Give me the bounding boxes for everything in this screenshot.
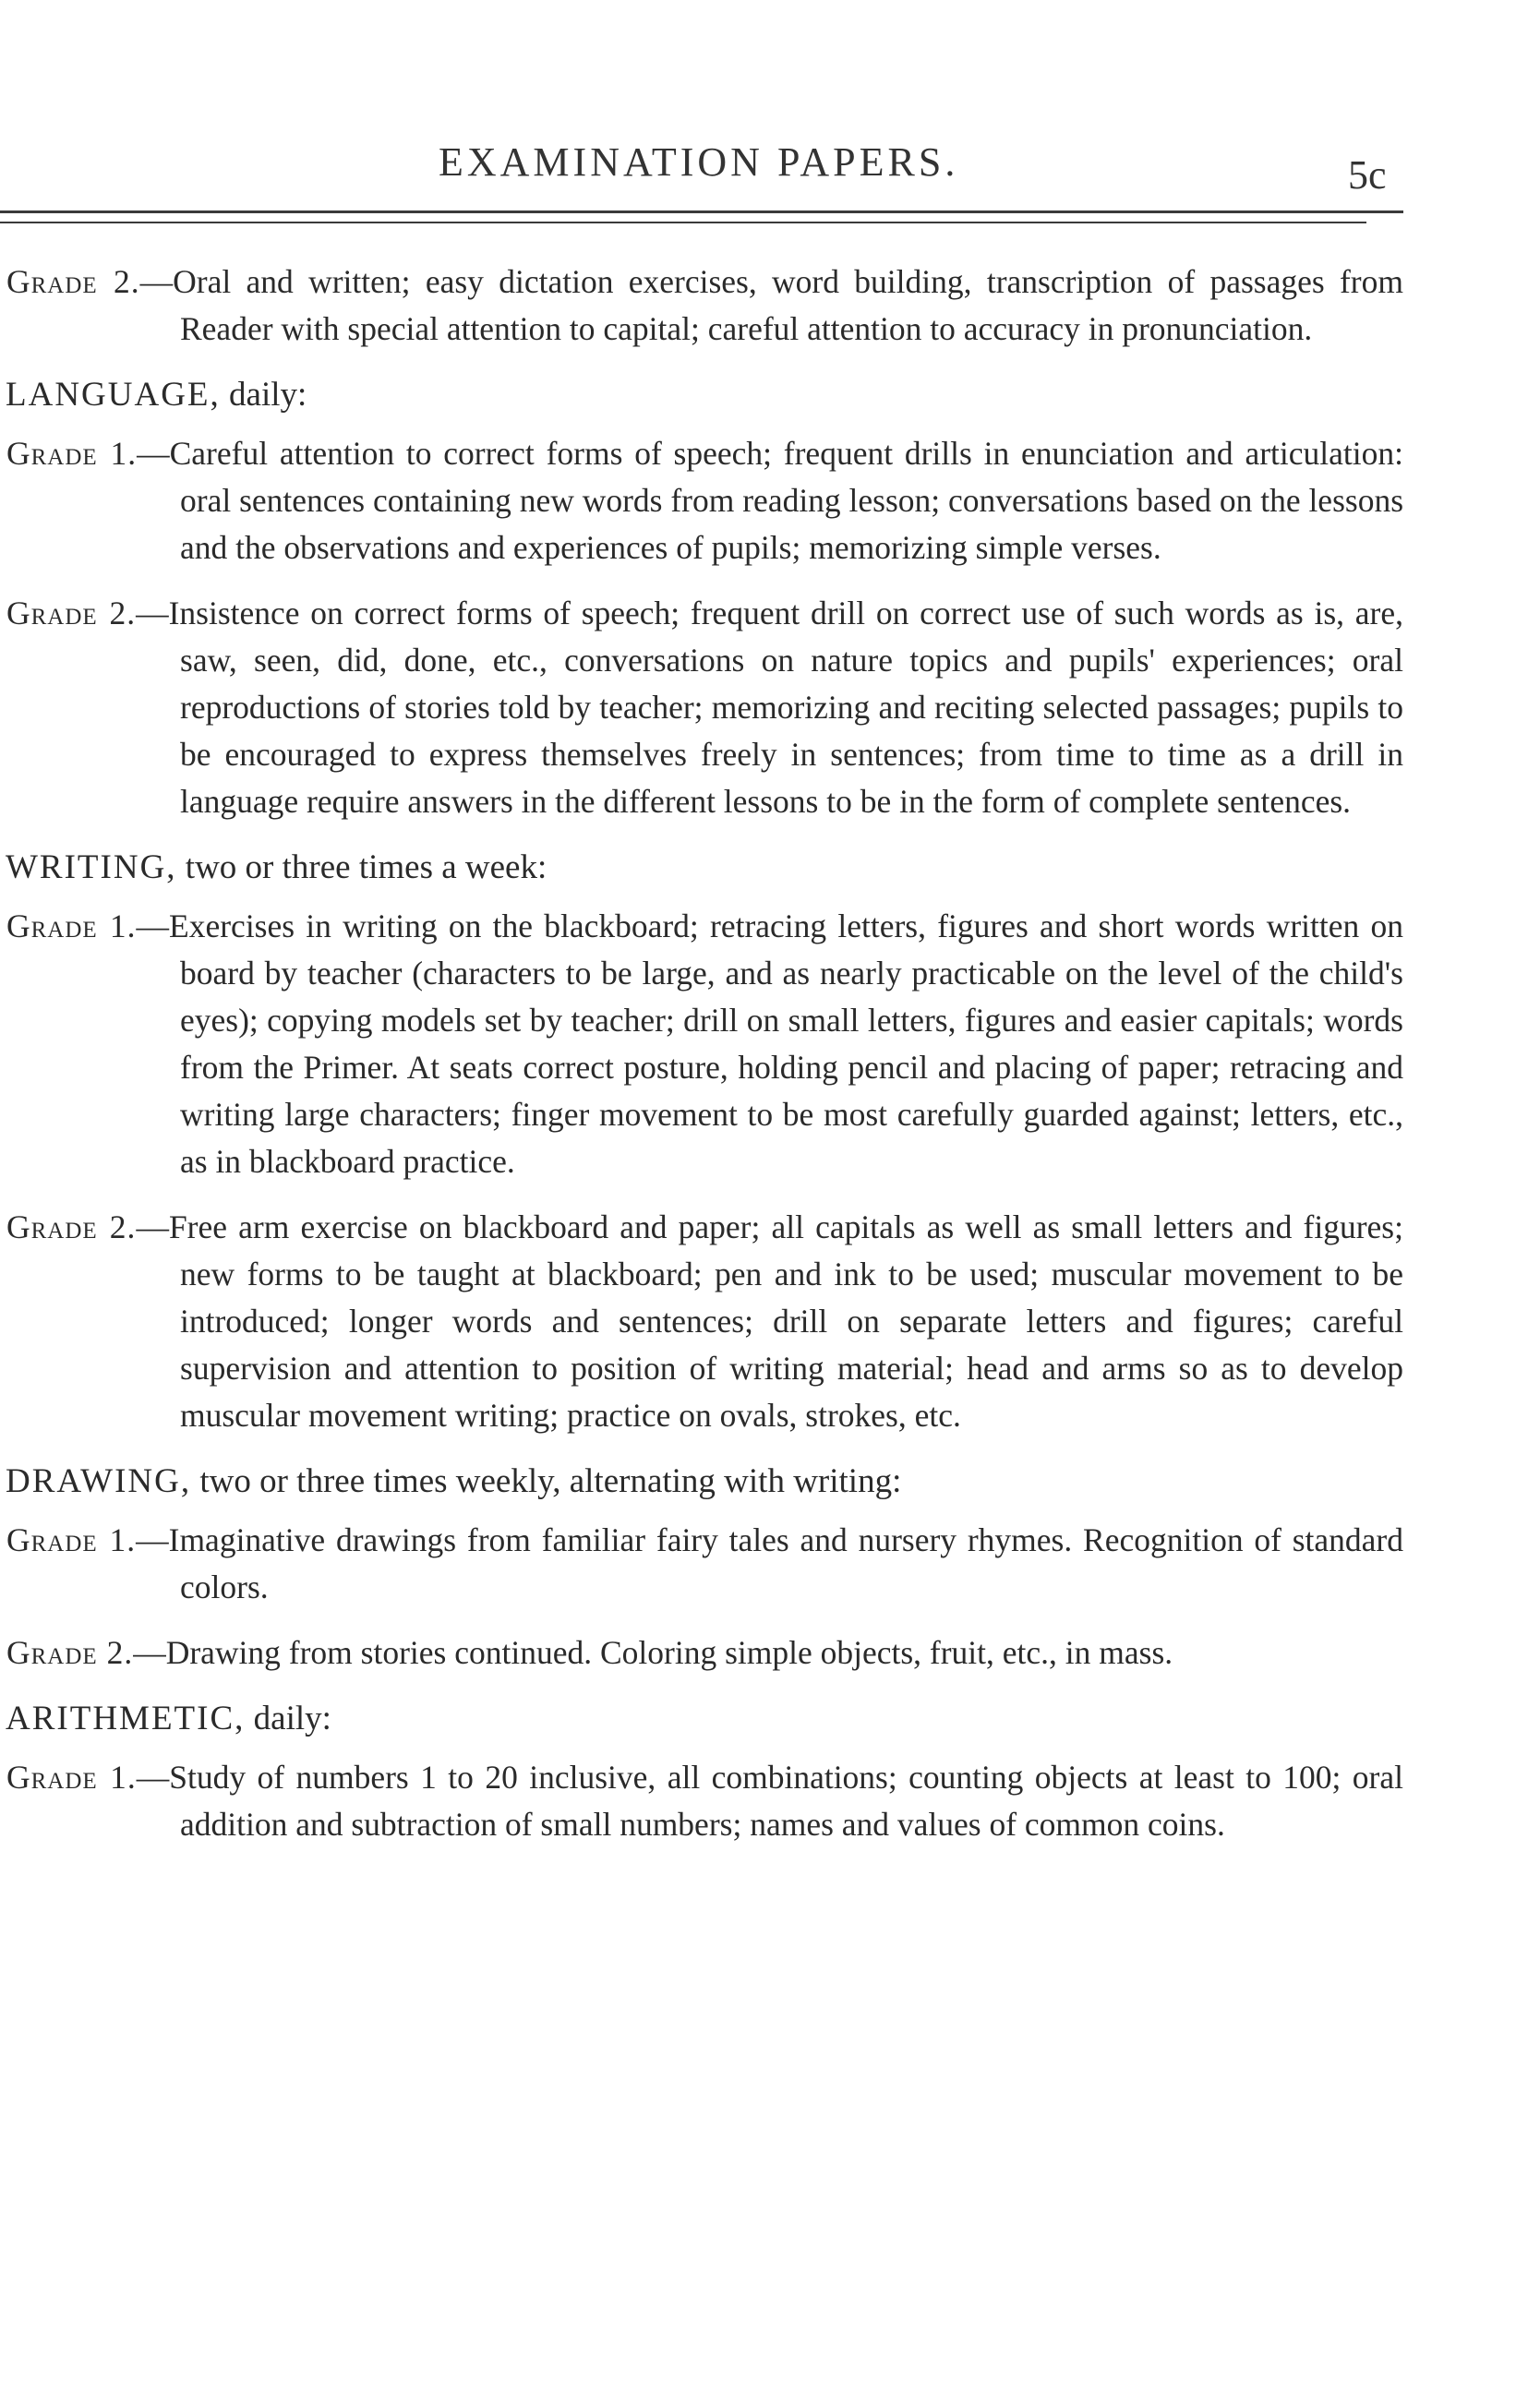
section-title: DRAWING, (6, 1462, 192, 1500)
header-rule-thin (0, 222, 1366, 223)
section-frequency: two or three times a week: (176, 848, 547, 886)
paragraph-text: —Insistence on correct forms of speech; frequent drill on correct use of such words as is, are, saw, seen, did, done, etc., conversations on nature topics and pupils' experiences; oral reproductions of stories told by teacher; memorizing and reciting selected passages; pupils to be encouraged to express themselves freely in sentences; from time to time as a drill in language require answers in the different lessons to be in the form of complete sentences. (136, 595, 1403, 820)
section-heading-language (0, 371, 1403, 419)
language-grade-2-paragraph (0, 590, 1403, 825)
grade-label: Grade 2. (6, 595, 137, 631)
grade-label: Grade 1. (6, 1759, 137, 1796)
section-frequency: two or three times weekly, alternating with writing: (191, 1462, 902, 1500)
paragraph-text: —Drawing from stories continued. Coloring simple objects, fruit, etc., in mass. (133, 1634, 1173, 1671)
section-heading-arithmetic (0, 1695, 1403, 1743)
running-title: EXAMINATION PAPERS. (439, 139, 959, 185)
paragraph-text: —Free arm exercise on blackboard and paper; all capitals as well as small letters and figures; new forms to be taught at blackboard; pen and ink to be used; muscular movement to be introduced; longer words and sentences; drill on separate letters and figures; careful supervision and attention to position of writing material; head and arms so as to develop muscular movement writing; practice on ovals, strokes, etc. (136, 1208, 1403, 1434)
arithmetic-grade-1-paragraph (0, 1754, 1403, 1848)
language-grade-1-paragraph (0, 430, 1403, 571)
writing-grade-1-paragraph (0, 903, 1403, 1185)
paragraph-text: —Oral and written; easy dictation exercises, word building, transcription of passages from Reader with special attention to capital; careful attention to accuracy in pronunciation. (139, 263, 1403, 347)
header-rule-thick (0, 210, 1403, 213)
section-heading-writing (0, 844, 1403, 892)
grade-label: Grade 1. (6, 435, 138, 472)
drawing-grade-2-paragraph (0, 1629, 1403, 1677)
grade-label: Grade 2. (6, 1208, 137, 1245)
grade-2-reading-paragraph (0, 258, 1403, 353)
grade-label: Grade 2. (6, 1634, 134, 1671)
paragraph-text: —Exercises in writing on the blackboard; retracing letters, figures and short words written on board by teacher (characters to be large, and as nearly practicable on the level of the child's eyes); copying models set by teacher; drill on small letters, figures and easier capitals; words from the Primer. At seats correct posture, holding pencil and placing of paper; retracing and writing large characters; finger movement to be most carefully guarded against; letters, etc., as in blackboard practice. (136, 908, 1403, 1180)
section-title: ARITHMETIC, (6, 1700, 246, 1737)
paragraph-text: —Study of numbers 1 to 20 inclusive, all combinations; counting objects at least to 100; oral addition and subtraction of small numbers; names and values of common coins. (136, 1759, 1403, 1843)
grade-label: Grade 1. (6, 908, 137, 944)
section-title: WRITING, (6, 848, 177, 886)
paragraph-text: —Imaginative drawings from familiar fairy tales and nursery rhymes. Recognition of standard colors. (136, 1521, 1403, 1605)
running-head (0, 138, 1540, 198)
section-frequency: daily: (245, 1700, 331, 1737)
grade-label: Grade 2. (6, 263, 140, 300)
section-heading-drawing (0, 1458, 1403, 1506)
section-title: LANGUAGE, (6, 376, 221, 414)
drawing-grade-1-paragraph (0, 1517, 1403, 1611)
body-text (0, 258, 1403, 1867)
grade-label: Grade 1. (6, 1521, 137, 1558)
section-frequency: daily: (220, 376, 307, 414)
writing-grade-2-paragraph (0, 1204, 1403, 1439)
paragraph-text: —Careful attention to correct forms of speech; frequent drills in enunciation and articulation: oral sentences containing new words from reading lesson; conversations based on the lessons and the observations and experiences of pupils; memorizing simple verses. (137, 435, 1404, 566)
page-number: 5c (1348, 152, 1387, 198)
